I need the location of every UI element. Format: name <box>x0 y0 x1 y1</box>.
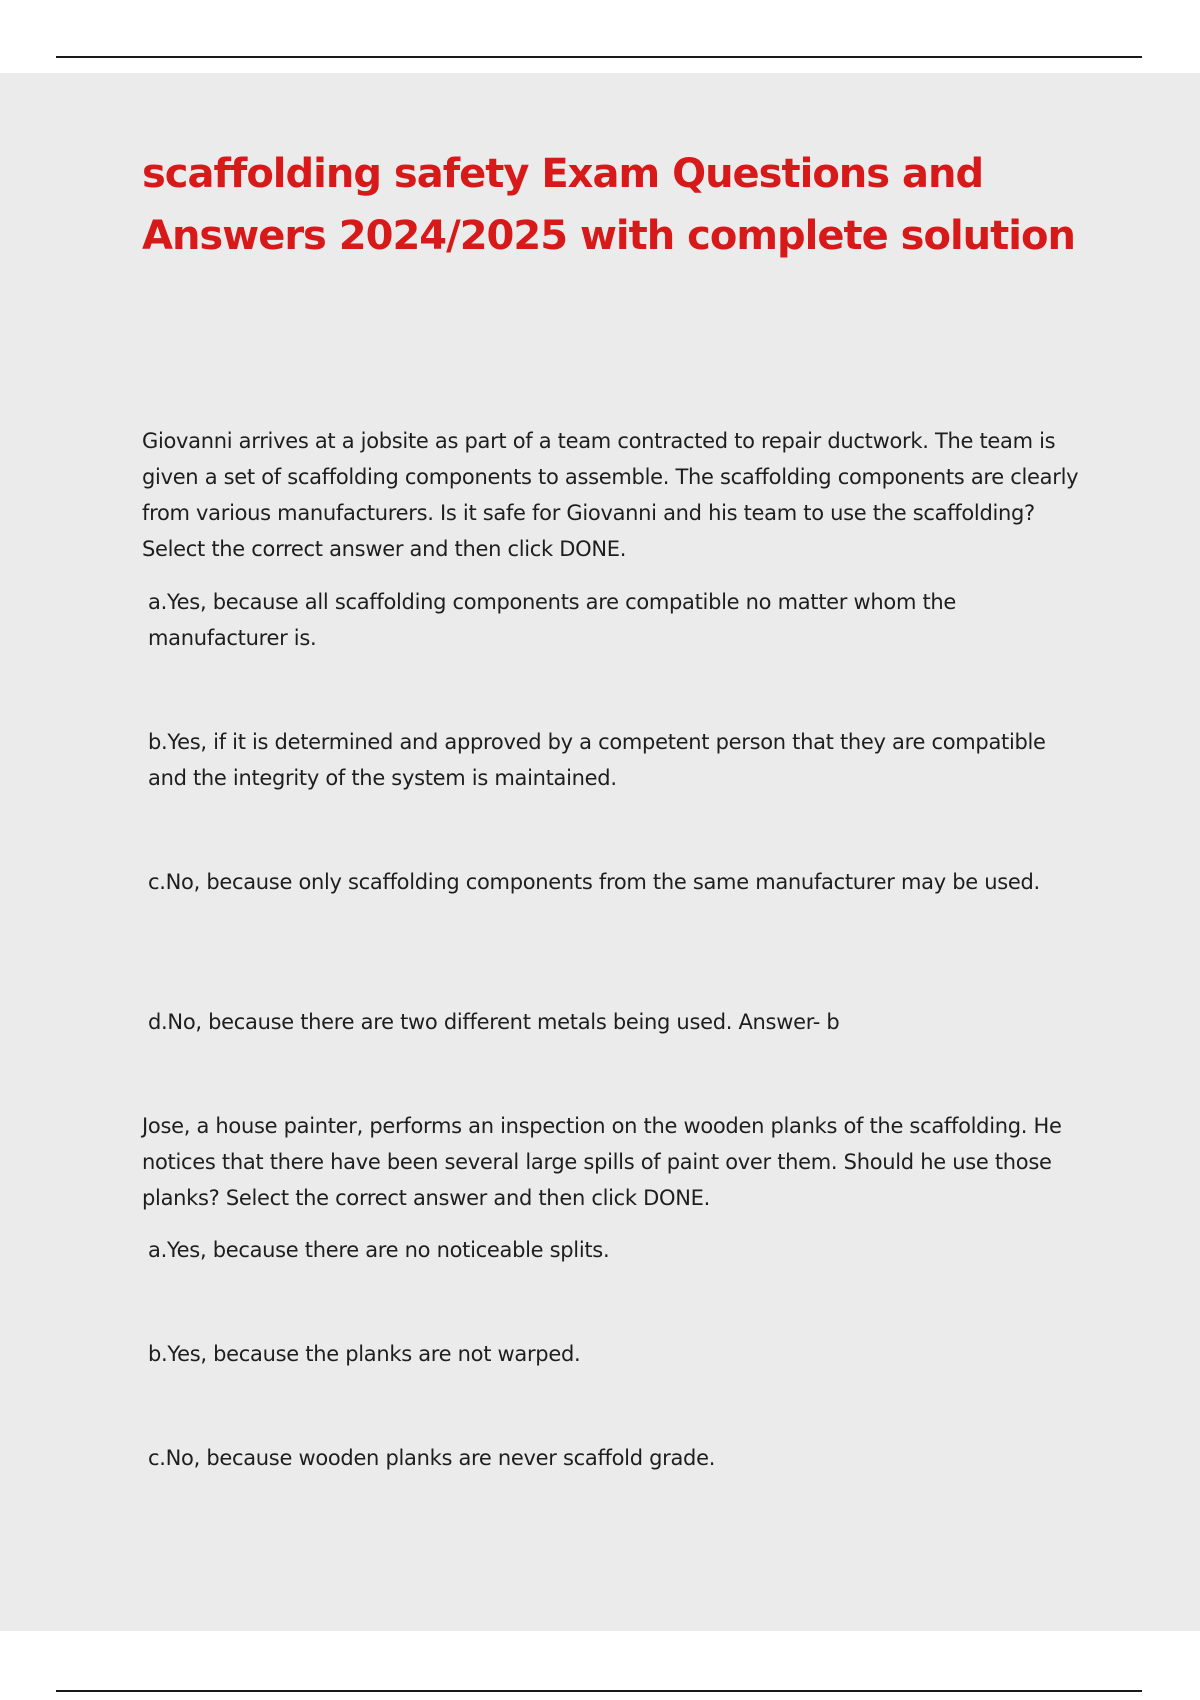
question-2-prompt: Jose, a house painter, performs an inspection on the wooden planks of the scaffolding. He notices that there have been several large spills of paint over them. Should he use those planks? Select the correct answer and then click DONE. <box>142 1114 1062 1210</box>
question-2-option-c: c.No, because wooden planks are never scaffold grade. <box>148 1446 716 1470</box>
question-1-option-b: b.Yes, if it is determined and approved by a competent person that they are compatible and the integrity of the system is maintained. <box>148 730 1046 790</box>
question-1-option-c: c.No, because only scaffolding components from the same manufacturer may be used. <box>148 870 1040 894</box>
question-1-prompt: Giovanni arrives at a jobsite as part of a team contracted to repair ductwork. The team is given a set of scaffolding components to assemble. The scaffolding components are clearly from various manufacturers. Is it safe for Giovanni and his team to use the scaffolding? Select the correct answer and then click DONE. <box>142 429 1079 561</box>
question-1-option-a: a.Yes, because all scaffolding components are compatible no matter whom the manufacturer is. <box>148 590 957 650</box>
header-rule <box>56 56 1142 58</box>
question-2-option-b: b.Yes, because the planks are not warped. <box>148 1342 581 1366</box>
document-title: scaffolding safety Exam Questions and Answers 2024/2025 with complete solution <box>142 151 1075 259</box>
question-2-option-a: a.Yes, because there are no noticeable splits. <box>148 1238 610 1262</box>
question-1-option-d: d.No, because there are two different metals being used. Answer- b <box>148 1010 840 1034</box>
document-page <box>0 73 1200 1631</box>
footer-rule <box>56 1690 1142 1692</box>
